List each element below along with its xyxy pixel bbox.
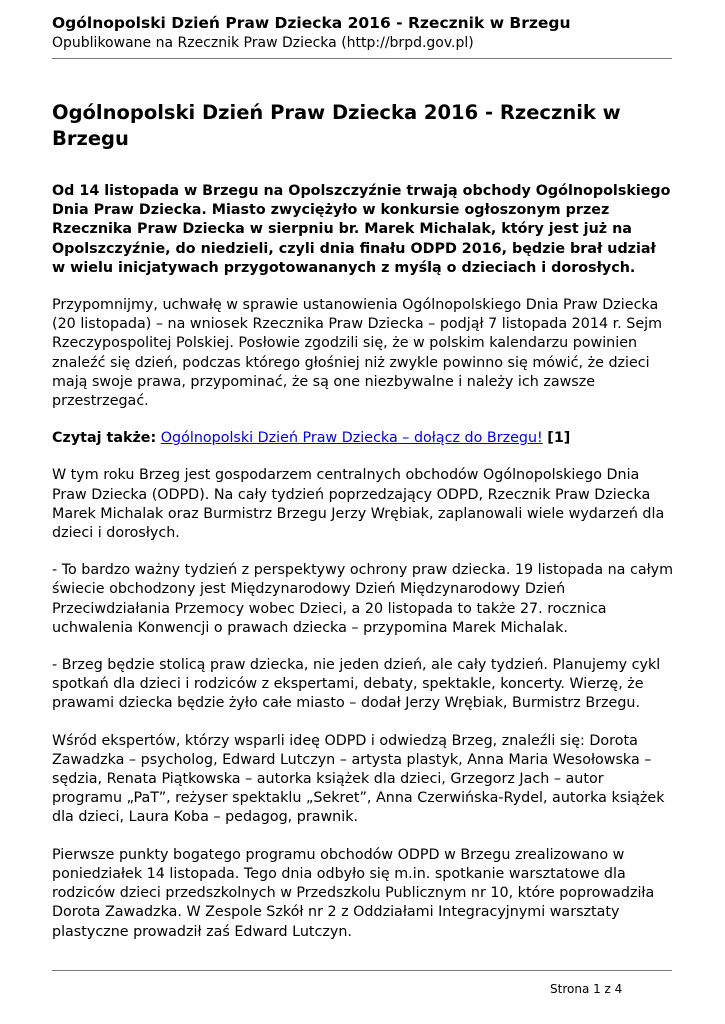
paragraph-2: W tym roku Brzeg jest gospodarzem centralnych obchodów Ogólnopolskiego Dnia Praw Dziecka (ODPD). Na cały tydzień poprzedzający ODPD, Rzecznik Praw Dziecka Marek Michalak oraz Burmistrz Brzegu Jerzy Wrębiak, zaplanowali wiele wydarzeń dla dzieci i dorosłych. — [52, 467, 665, 542]
article-lead: Od 14 listopada w Brzegu na Opolszczyźnie trwają obchody Ogólnopolskiego Dnia Praw Dziecka. Miasto zwyciężyło w konkursie ogłoszonym przez Rzecznika Praw Dziecka w sierpniu br. Marek Michalak, który jest już na Opolszczyźnie, do niedzieli, czyli dnia finału ODPD 2016, będzie brał udział w wielu inicjatywach przygotowananych z myślą o dzieciach i dorosłych. — [52, 183, 671, 276]
read-also — [52, 429, 674, 448]
page-header — [52, 14, 682, 53]
article — [52, 100, 674, 960]
read-also-ref: [1] — [547, 430, 571, 447]
read-also-link[interactable]: Ogólnopolski Dzień Praw Dziecka – dołącz do Brzegu! — [160, 430, 543, 447]
read-also-label: Czytaj także: — [52, 430, 157, 447]
paragraph-5: Wśród ekspertów, którzy wsparli ideę ODPD i odwiedzą Brzeg, znaleźli się: Dorota Zawadzka – psycholog, Edward Lutczyn – artysta plastyk, Anna Maria Wesołowska – sędzia, Renata Piątkowska – autorka książek dla dzieci, Grzegorz Jach – autor programu „PaT”, reżyser spektaklu „Sekret”, Anna Czerwińska-Rydel, autorka książek dla dzieci, Laura Koba – pedagog, prawnik. — [52, 732, 665, 826]
paragraph-1: Przypomnijmy, uchwałę w sprawie ustanowienia Ogólnopolskiego Dnia Praw Dziecka (20 listopada) – na wniosek Rzecznika Praw Dziecka – podjął 7 listopada 2014 r. Sejm Rzeczypospolitej Polskiej. Posłowie zgodzili się, że w polskim kalendarzu powinien znaleźć się dzień, podczas którego głośniej niż zwykle powinno się mówić, że dzieci mają swoje prawa, przypominać, że są one niezbywalne i należy ich zawsze przestrzegać. — [52, 297, 663, 410]
paragraph-4: - Brzeg będzie stolicą praw dziecka, nie jeden dzień, ale cały tydzień. Planujemy cykl spotkań dla dzieci i rodziców z ekspertami, debaty, spektakle, koncerty. Wierzę, że prawami dziecka będzie żyło całe miasto – dodał Jerzy Wrębiak, Burmistrz Brzegu. — [52, 657, 661, 712]
header-published: Opublikowane na Rzecznik Praw Dziecka (http://brpd.gov.pl) — [52, 35, 474, 51]
footer-divider — [52, 970, 672, 971]
page-number: Strona 1 z 4 — [550, 982, 623, 996]
paragraph-3: - To bardzo ważny tydzień z perspektywy ochrony praw dziecka. 19 listopada na całym świecie obchodzony jest Międzynarodowy Dzień Międzynarodowy Dzień Przeciwdziałania Przemocy wobec Dzieci, a 20 listopada to także 27. rocznica uchwalenia Konwencji o prawach dziecka – przypomina Marek Michalak. — [52, 562, 674, 636]
header-title: Ogólnopolski Dzień Praw Dziecka 2016 - Rzecznik w Brzegu — [52, 14, 571, 32]
paragraph-6: Pierwsze punkty bogatego programu obchodów ODPD w Brzegu zrealizowano w poniedziałek 14 listopada. Tego dnia odbyło się m.in. spotkanie warsztatowe dla rodziców dzieci przedszkolnych w Przedszkolu Publicznym nr 10, które poprowadziła Dorota Zawadzka. W Zespole Szkół nr 2 z Oddziałami Integracyjnymi warsztaty plastyczne prowadził zaś Edward Lutczyn. — [52, 846, 655, 940]
article-title: Ogólnopolski Dzień Praw Dziecka 2016 - Rzecznik w Brzegu — [52, 101, 621, 150]
header-divider — [52, 58, 672, 59]
